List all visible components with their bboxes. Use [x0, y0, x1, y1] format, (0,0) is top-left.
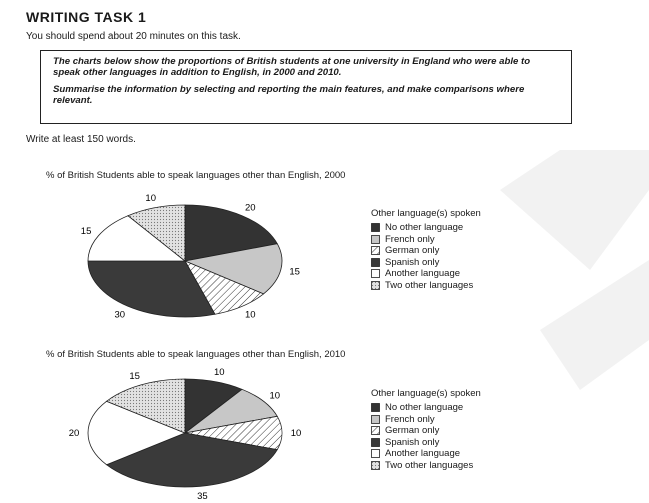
legend-title: Other language(s) spoken — [371, 388, 481, 399]
legend-swatch-spanish-only — [371, 438, 380, 447]
legend-label: Another language — [385, 268, 461, 280]
legend-swatch-no-other-language — [371, 223, 380, 232]
legend-item-french-only — [371, 234, 481, 246]
word-count-instruction: Write at least 150 words. — [26, 134, 136, 145]
legend-swatch-two-other-languages — [371, 461, 380, 470]
pie-label-french-only: 10 — [269, 390, 281, 402]
pie-label-spanish-only: 30 — [114, 309, 126, 321]
pie-label-german-only: 10 — [244, 309, 256, 321]
pie-label-another-language: 15 — [80, 226, 92, 238]
pie-label-two-other-languages: 15 — [129, 370, 140, 382]
legend-title: Other language(s) spoken — [371, 208, 481, 219]
legend-swatch-another-language — [371, 269, 380, 278]
task-prompt-directions: Summarise the information by selecting and reporting the main features, and make comparisons where relevant. — [53, 84, 525, 106]
legend-label: No other language — [385, 222, 464, 234]
legend-label: Spanish only — [385, 436, 440, 448]
legend-label: German only — [385, 425, 440, 437]
legend-label: No other language — [385, 402, 464, 414]
task-prompt-box — [40, 50, 572, 124]
chart-2010-legend — [371, 388, 481, 471]
pie-label-french-only: 15 — [289, 266, 300, 278]
pie-chart-2010 — [0, 363, 360, 503]
legend-label: Another language — [385, 448, 461, 460]
legend-label: Spanish only — [385, 256, 440, 268]
legend-swatch-another-language — [371, 449, 380, 458]
pie-label-no-other-language: 10 — [214, 367, 225, 379]
legend-item-no-other-language — [371, 402, 481, 414]
pie-label-two-other-languages: 10 — [145, 193, 156, 205]
legend-item-german-only — [371, 425, 481, 437]
legend-label: Two other languages — [385, 279, 474, 291]
pie-label-no-other-language: 20 — [244, 202, 256, 214]
legend-item-another-language — [371, 448, 481, 460]
legend-item-french-only — [371, 414, 481, 426]
chart-2010-title: % of British Students able to speak languages other than English, 2010 — [46, 349, 346, 360]
legend-swatch-french-only — [371, 235, 380, 244]
legend-swatch-spanish-only — [371, 258, 380, 267]
pie-label-another-language: 20 — [68, 428, 80, 439]
pie-label-spanish-only: 35 — [197, 491, 208, 503]
legend-swatch-german-only — [371, 426, 380, 435]
legend-swatch-german-only — [371, 246, 380, 255]
legend-swatch-no-other-language — [371, 403, 380, 412]
pie-chart-2000 — [0, 185, 360, 335]
legend-label: French only — [385, 233, 435, 245]
legend-item-spanish-only — [371, 437, 481, 449]
page-heading: WRITING TASK 1 — [26, 9, 147, 25]
legend-item-german-only — [371, 245, 481, 257]
legend-item-another-language — [371, 268, 481, 280]
time-instruction: You should spend about 20 minutes on this task. — [26, 31, 241, 42]
legend-swatch-two-other-languages — [371, 281, 380, 290]
watermark-chevrons — [500, 150, 649, 503]
legend-item-no-other-language — [371, 222, 481, 234]
legend-label: French only — [385, 413, 435, 425]
legend-label: Two other languages — [385, 459, 474, 471]
task-prompt-description: The charts below show the proportions of British students at one university in England who were able to speak other languages in addition to English, in 2000 and 2010. — [53, 56, 531, 78]
legend-swatch-french-only — [371, 415, 380, 424]
chart-2000-legend — [371, 208, 481, 291]
chart-2000-title: % of British Students able to speak languages other than English, 2000 — [46, 170, 346, 181]
pie-label-german-only: 10 — [290, 428, 302, 439]
legend-item-two-other-languages — [371, 460, 481, 472]
legend-label: German only — [385, 245, 440, 257]
legend-item-two-other-languages — [371, 280, 481, 292]
legend-item-spanish-only — [371, 257, 481, 269]
